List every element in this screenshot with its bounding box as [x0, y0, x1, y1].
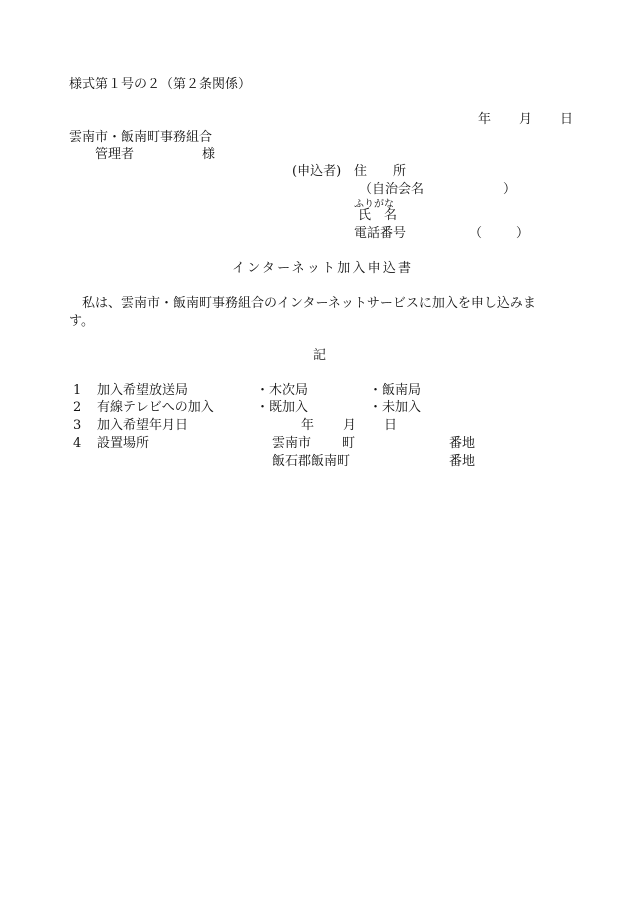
body-text-line2: す。	[69, 314, 94, 329]
item-day-label: 日	[384, 418, 398, 433]
applicant-prefix: (申込者)	[292, 164, 342, 179]
item-label: 有線テレビへの加入	[97, 400, 214, 415]
ki-heading: 記	[313, 348, 327, 363]
item-label: 設置場所	[97, 436, 150, 451]
addressee-manager: 管理者	[95, 147, 135, 162]
option-iinan: ・飯南局	[369, 383, 422, 398]
item-month-label: 月	[343, 418, 357, 433]
phone-open-paren: （	[469, 226, 483, 241]
place-town-label: 町	[342, 436, 356, 451]
option-already-subscribed: ・既加入	[256, 400, 309, 415]
phone-close-paren: ）	[516, 226, 530, 241]
addressee-honorific: 様	[202, 147, 216, 162]
item-number: 1	[73, 383, 82, 398]
place-banchi-1: 番地	[449, 436, 476, 451]
address-label: 住 所	[354, 164, 407, 179]
association-label: （自治会名	[359, 182, 425, 197]
date-year-label: 年	[478, 112, 492, 127]
furigana-label: ふりがな	[354, 199, 394, 210]
place-banchi-2: 番地	[449, 454, 476, 469]
item-number: 3	[73, 418, 82, 433]
body-text-line1: 私は、雲南市・飯南町事務組合のインターネットサービスに加入を申し込みま	[82, 296, 536, 311]
name-label: 氏 名	[358, 208, 398, 223]
item-number: 2	[73, 400, 82, 415]
form-number: 様式第１号の２（第２条関係）	[69, 77, 252, 92]
date-day-label: 日	[560, 112, 574, 127]
item-year-label: 年	[301, 418, 315, 433]
item-number: 4	[73, 436, 82, 451]
document-title: インターネット加入申込書	[232, 261, 414, 276]
item-label: 加入希望年月日	[97, 418, 189, 433]
place-iinan-town: 飯石郡飯南町	[272, 454, 351, 469]
place-unnan-city: 雲南市	[272, 436, 312, 451]
addressee-org: 雲南市・飯南町事務組合	[69, 130, 213, 145]
association-close: ）	[503, 182, 517, 197]
phone-label: 電話番号	[354, 226, 407, 241]
item-label: 加入希望放送局	[97, 383, 189, 398]
option-not-subscribed: ・未加入	[369, 400, 422, 415]
option-kisuki: ・木次局	[256, 383, 309, 398]
date-month-label: 月	[519, 112, 533, 127]
